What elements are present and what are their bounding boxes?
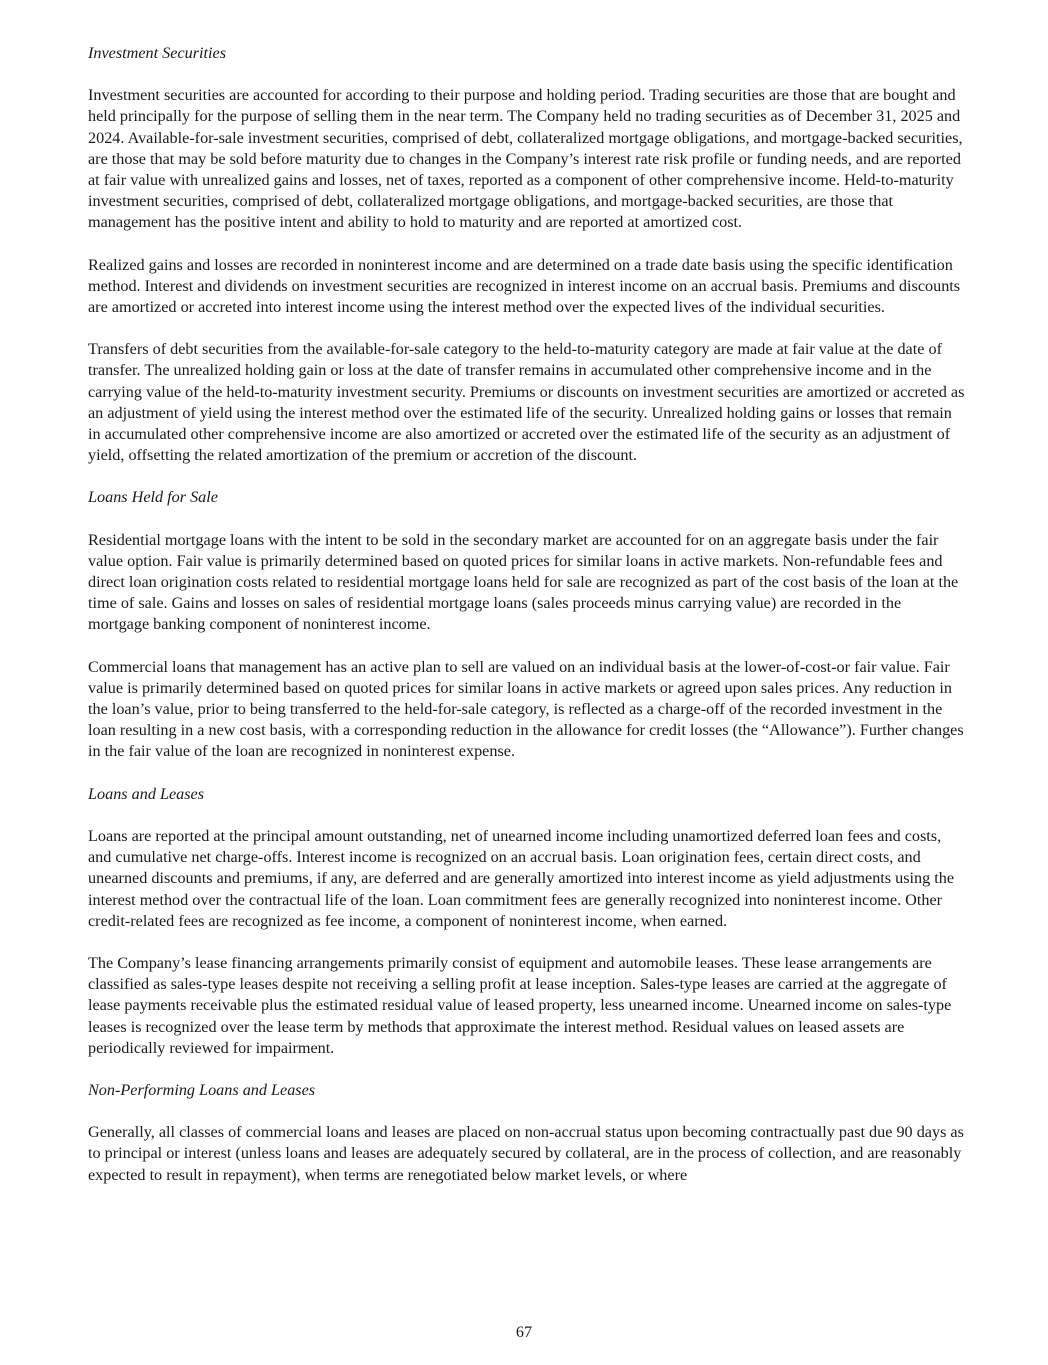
paragraph-investment-securities-2: Realized gains and losses are recorded in noninterest income and are determined on a trade date basis using the specific identification method. Interest and dividends on investment securities are recognized in interest income on an accrual basis. Premiums and discounts are amortized or accreted into interest income using the interest method over the expected lives of the individual securities. bbox=[88, 255, 961, 317]
paragraph-loans-and-leases-1: Loans are reported at the principal amount outstanding, net of unearned income including unamortized deferred loan fees and costs, and cumulative net charge-offs. Interest income is recognized on an accrual basis. Loan origination fees, certain direct costs, and unearned discounts and premiums, if any, are deferred and are generally amortized into interest income as yield adjustments using the interest method over the contractual life of the loan. Loan commitment fees are generally recognized into noninterest income. Other credit-related fees are recognized as fee income, a component of noninterest income, when earned. bbox=[88, 826, 955, 930]
heading-loans-held-for-sale: Loans Held for Sale bbox=[88, 488, 218, 507]
paragraph-loans-and-leases-2: The Company’s lease financing arrangements primarily consist of equipment and automobile leases. These lease arrangements are classified as sales-type leases despite not receiving a selling profit at lease inception. Sales-type leases are carried at the aggregate of lease payments receivable plus the estimated residual value of leased property, less unearned income. Unearned income on sales-type leases is recognized over the lease term by methods that approximate the interest method. Residual values on leased assets are periodically reviewed for impairment. bbox=[88, 953, 952, 1057]
heading-investment-securities: Investment Securities bbox=[88, 44, 226, 62]
heading-non-performing-loans: Non-Performing Loans and Leases bbox=[88, 1080, 316, 1099]
paragraph-non-performing-loans-1: Generally, all classes of commercial loans and leases are placed on non-accrual status upon becoming contractually past due 90 days as to principal or interest (unless loans and leases are adequately secured by collateral, are in the process of collection, and are reasonably expected to result in repayment), when terms are renegotiated below market levels, or where bbox=[88, 1123, 964, 1184]
paragraph-loans-held-for-sale-2: Commercial loans that management has an active plan to sell are valued on an individual basis at the lower-of-cost-or fair value. Fair value is primarily determined based on quoted prices for similar loans in active markets or agreed upon sales prices. Any reduction in the loan’s value, prior to being transferred to the held-for-sale category, is reflected as a charge-off of the recorded investment in the loan resulting in a new cost basis, with a corresponding reduction in the allowance for credit losses (the “Allowance”). Further changes in the fair value of the loan are recognized in noninterest expense. bbox=[88, 657, 964, 761]
paragraph-investment-securities-1: Investment securities are accounted for according to their purpose and holding period. Trading securities are those that are bought and held principally for the purpose of selling them in the near term. The Company held no trading securities as of December 31, 2025 and 2024. Available-for-sale investment securities, comprised of debt, collateralized mortgage obligations, and mortgage-backed securities, are those that may be sold before maturity due to changes in the Company’s interest rate risk profile or funding needs, and are reported at fair value with unrealized gains and losses, net of taxes, reported as a component of other comprehensive income. Held-to-maturity investment securities, comprised of debt, collateralized mortgage obligations, and mortgage-backed securities, are those that management has the positive intent and ability to hold to maturity and are reported at amortized cost. bbox=[88, 86, 963, 232]
paragraph-loans-held-for-sale-1: Residential mortgage loans with the intent to be sold in the secondary market are accounted for on an aggregate basis under the fair value option. Fair value is primarily determined based on quoted prices for similar loans in active markets. Non-refundable fees and direct loan origination costs related to residential mortgage loans held for sale are recognized as part of the cost basis of the loan at the time of sale. Gains and losses on sales of residential mortgage loans (sales proceeds minus carrying value) are recorded in the mortgage banking component of noninterest income. bbox=[88, 530, 959, 634]
heading-loans-and-leases: Loans and Leases bbox=[88, 784, 205, 803]
document-page bbox=[88, 43, 966, 1207]
page-number: 67 bbox=[515, 1323, 533, 1341]
paragraph-investment-securities-3: Transfers of debt securities from the available-for-sale category to the held-to-maturity category are made at fair value at the date of transfer. The unrealized holding gain or loss at the date of transfer remains in accumulated other comprehensive income and in the carrying value of the held-to-maturity investment security. Premiums or discounts on investment securities are amortized or accreted as an adjustment of yield using the interest method over the estimated life of the security. Unrealized holding gains or losses that remain in accumulated other comprehensive income are also amortized or accreted over the estimated life of the security as an adjustment of yield, offsetting the related amortization of the premium or accretion of the discount. bbox=[88, 340, 965, 465]
